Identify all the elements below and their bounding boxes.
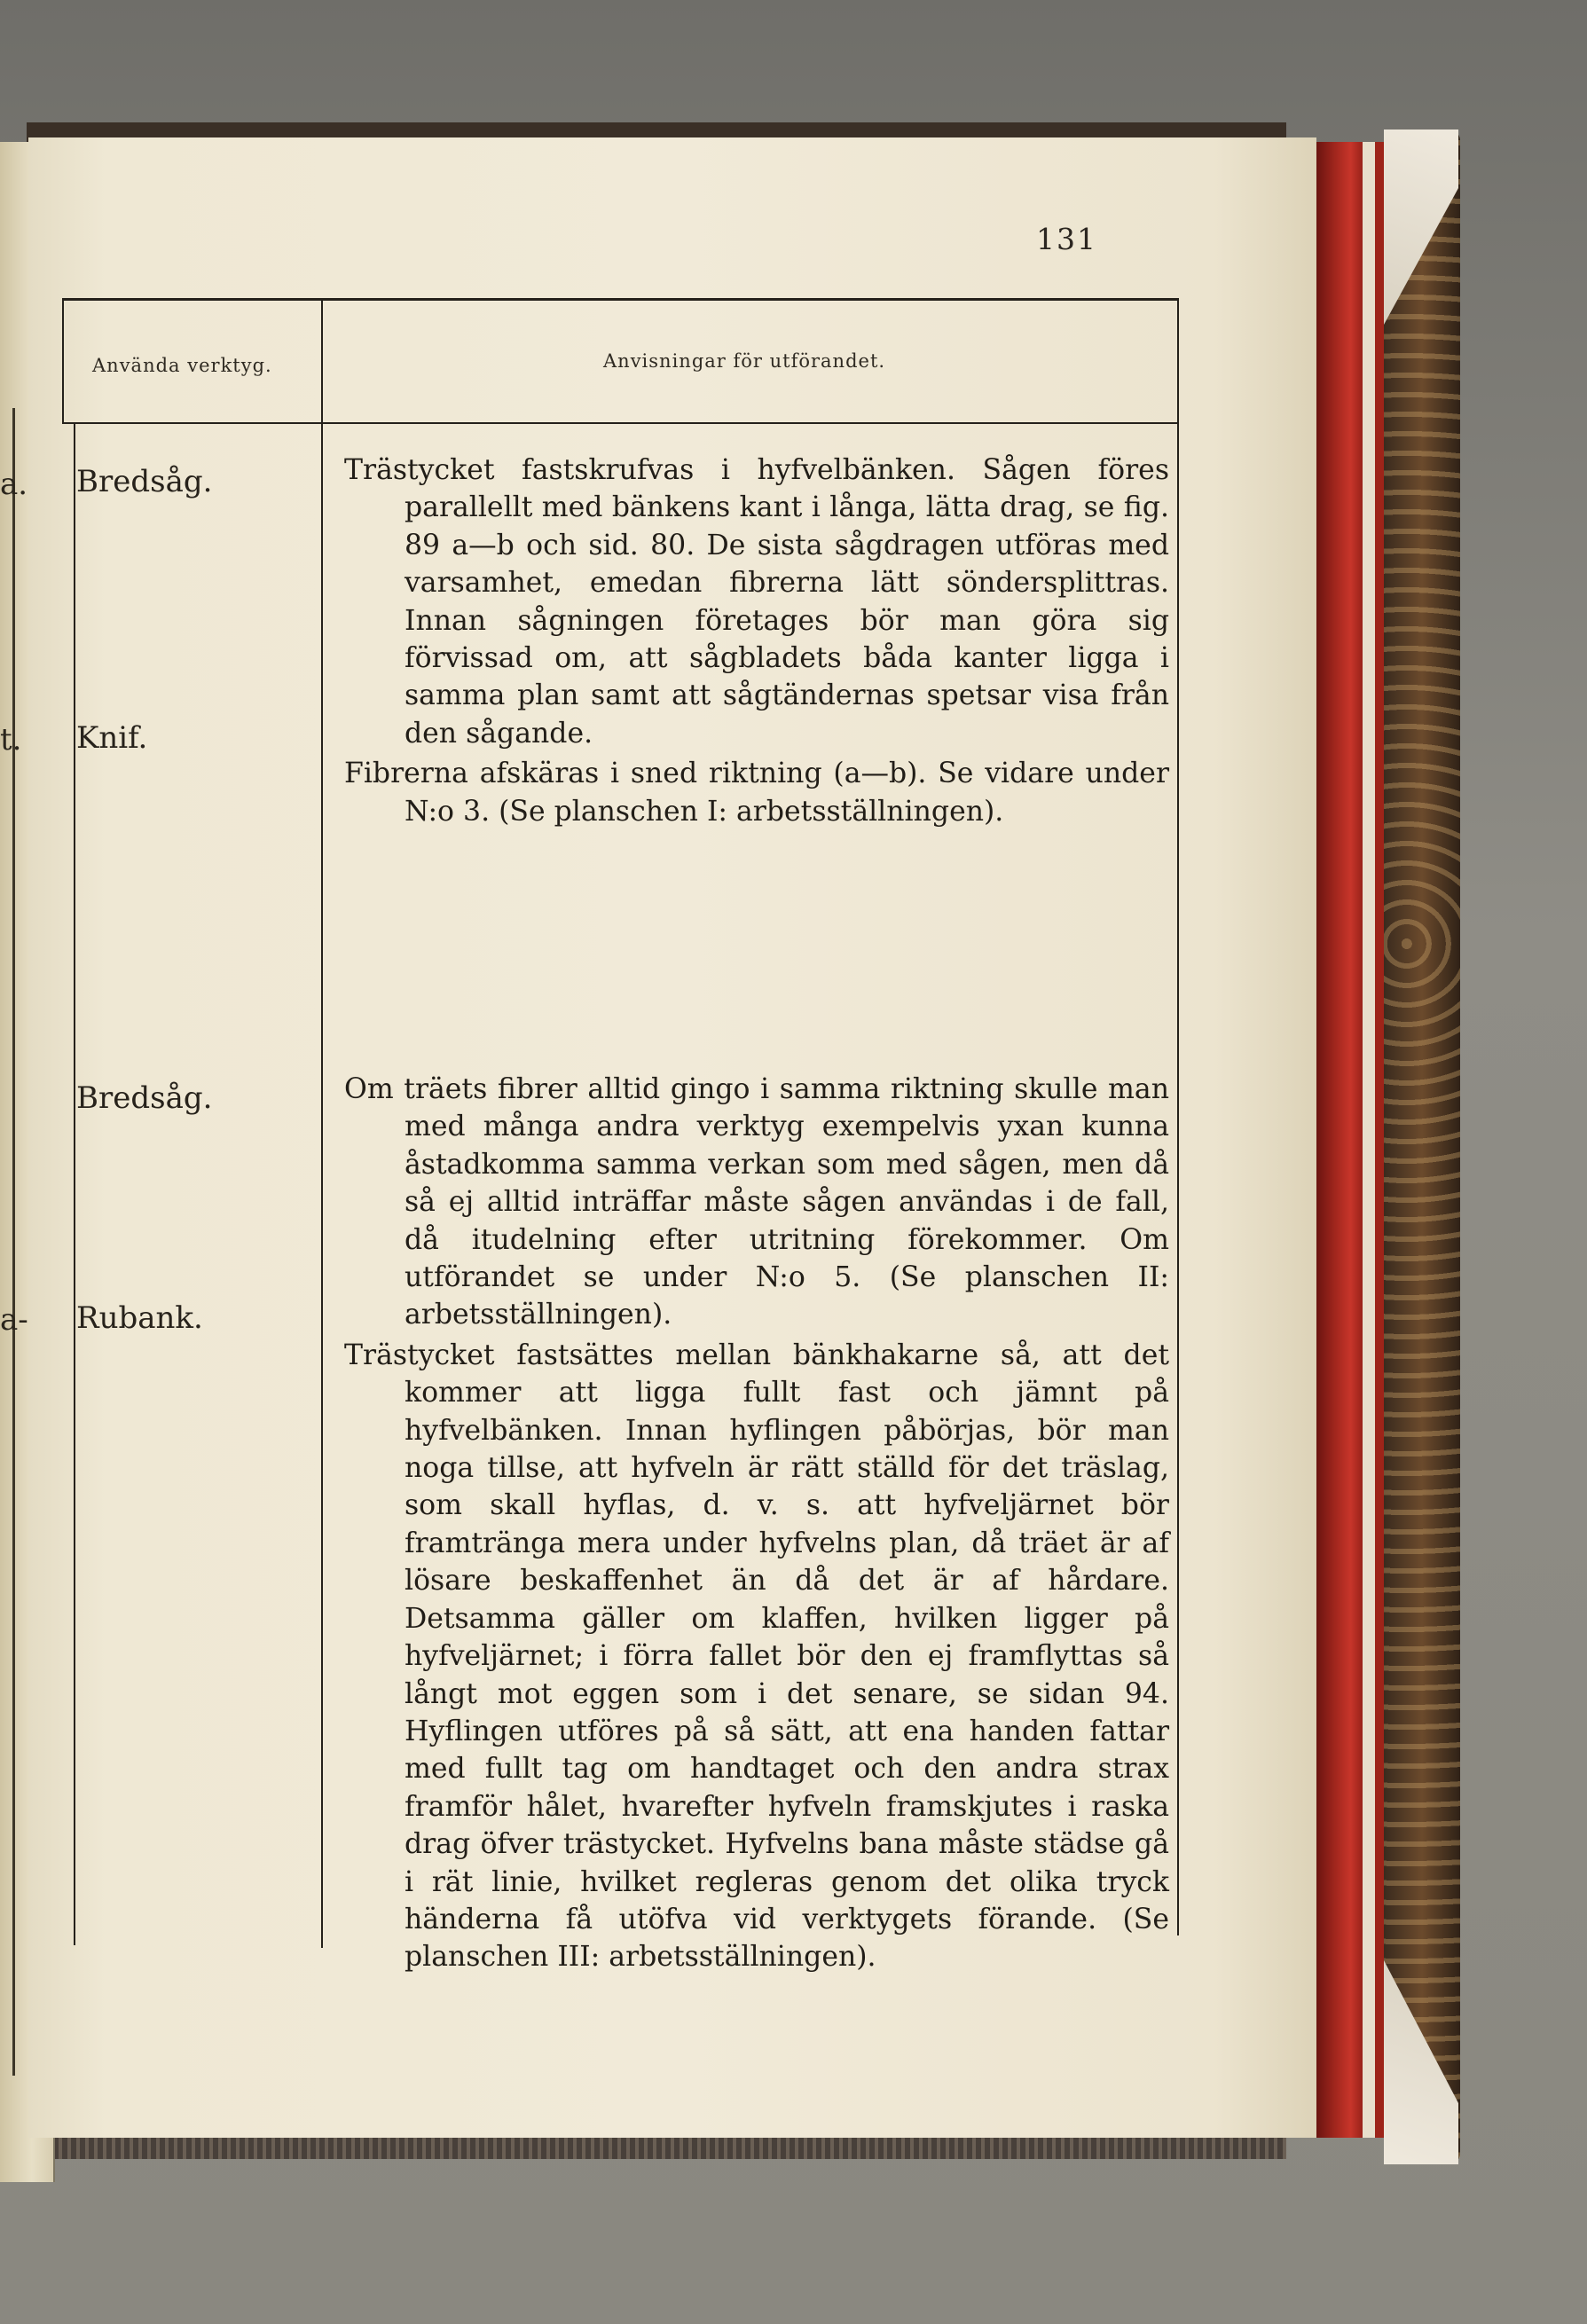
column-header-tools: Använda verktyg.: [92, 355, 272, 376]
instruction-paragraph: Trästycket fastsättes mellan bänkhakarne så, att det kommer att ligga fullt fast och jämnt på hyfvelbänken. Innan hyflingen påbörjas, bör man noga tillse, att hyfveln är rätt ställd för det träslag, som skall hyflas, d. v. s. att hyfveljärnet bör framtränga mera under hyfvelns plan, då träet är af lösare beskaffenhet än då det är af hårdare. Detsamma gäller om klaffen, hvilken ligger på hyfveljärnet; i förra fallet bör den ej framflyttas så långt mot eggen som i det senare, se sidan 94. Hyflingen utföres på så sätt, att ena handen fattar med fullt tag om handtaget och den andra strax framför hålet, hvarefter hyfveln framskjutes i raska drag öfver trästycket. Hyfvelns bana måste städse gå i rät linie, hvilket regleras genom det olika tryck händerna få utöfva vid verktygets förande. (Se planschen III: arbetsställningen).: [344, 1339, 1169, 1974]
instruction-paragraph: Om träets fibrer alltid gingo i samma riktning skulle man med många andra verktyg exempelvis yxan kunna åstadkomma samma verkan som med sågen, men då så ej alltid inträffar måste sågen användas i de fall, då itudelning efter utritning förekommer. Om utförandet se under N:o 5. (Se planschen II: arbetsställningen).: [344, 1073, 1169, 1331]
paper-edge-strip: [1363, 142, 1375, 2138]
table-left-rule: [62, 298, 64, 422]
tool-name: Knif.: [76, 720, 148, 756]
tool-name: Bredsåg.: [76, 1080, 213, 1116]
table-right-rule: [1177, 298, 1179, 1935]
red-edge-outer: [1375, 142, 1384, 2138]
instruction-paragraph: Fibrerna afskäras i sned riktning (a—b). Se vidare under N:o 3. (Se planschen I: arbetsställningen).: [344, 758, 1169, 828]
instruction-paragraph: Trästycket fastskrufvas i hyfvelbänken. Sågen föres parallellt med bänkens kant i långa, lätta drag, se fig. 89 a—b och sid. 80. De sista sågdragen utföras med varsamhet, emedan fibrerna lätt söndersplittras. Innan sågningen företages bör man göra sig förvissad om, att sågbladets båda kanter ligga i samma plan samt att sågtändernas spetsar visa från den sågande.: [344, 454, 1169, 750]
facing-page-fragment: a.: [0, 467, 28, 502]
column-divider: [321, 298, 323, 1948]
marbled-cover-pattern: [1384, 131, 1460, 2163]
page-number: 131: [1036, 222, 1097, 256]
instruction-text: [344, 1071, 1169, 1976]
tool-name: Bredsåg.: [76, 464, 213, 499]
table-left-rule-body: [74, 424, 75, 1945]
facing-page-fragment: a-: [0, 1302, 28, 1338]
table-top-rule: [62, 298, 1178, 301]
table-header-rule: [62, 422, 1178, 424]
book-spine-bottom: [27, 2138, 1286, 2159]
column-header-instructions: Anvisningar för utförandet.: [603, 350, 886, 372]
tool-name: Rubank.: [76, 1300, 203, 1336]
instruction-text: [344, 451, 1169, 830]
facing-page-fragment: t.: [0, 722, 22, 758]
facing-page-rule: [12, 408, 15, 2076]
